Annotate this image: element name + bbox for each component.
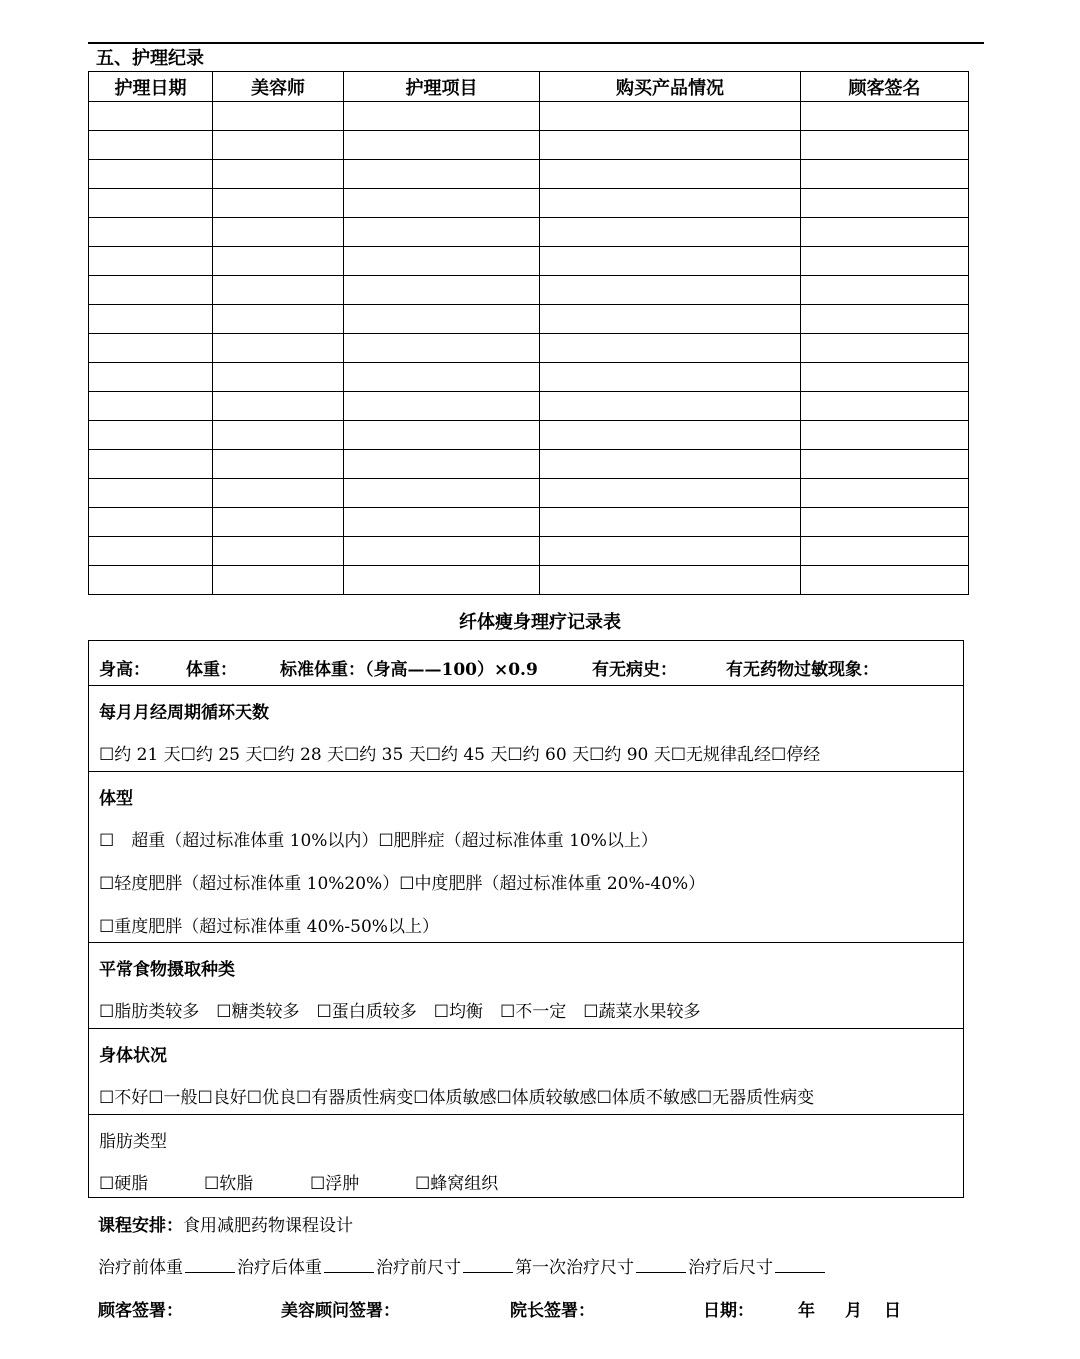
table-cell[interactable]	[801, 537, 969, 566]
table-cell[interactable]	[213, 305, 344, 334]
table-cell[interactable]	[89, 479, 213, 508]
table-cell[interactable]	[213, 421, 344, 450]
table-cell[interactable]	[344, 363, 540, 392]
table-cell[interactable]	[540, 131, 801, 160]
table-cell[interactable]	[801, 566, 969, 595]
weight-label: 体重：	[186, 660, 237, 680]
table-cell[interactable]	[801, 218, 969, 247]
body-type-line-2: ☐轻度肥胖（超过标准体重 10%20%）☐中度肥胖（超过标准体重 20%-40%）	[99, 874, 706, 894]
height-label: 身高：	[99, 660, 150, 680]
header-signature: 顾客签名	[801, 72, 969, 102]
table-cell[interactable]	[344, 450, 540, 479]
body-type-line-3: ☐重度肥胖（超过标准体重 40%-50%以上）	[99, 917, 439, 937]
table-cell[interactable]	[540, 508, 801, 537]
diet-label: 平常食物摄取种类	[99, 960, 235, 980]
header-care-date: 护理日期	[89, 72, 213, 102]
table-cell[interactable]	[344, 479, 540, 508]
table-cell[interactable]	[801, 421, 969, 450]
table-cell[interactable]	[540, 102, 801, 131]
table-cell[interactable]	[89, 566, 213, 595]
table-cell[interactable]	[213, 479, 344, 508]
table-cell[interactable]	[89, 305, 213, 334]
table-cell[interactable]	[540, 160, 801, 189]
table-row	[89, 334, 969, 363]
table-cell[interactable]	[213, 450, 344, 479]
disease-history-label: 有无病史：	[592, 660, 677, 680]
diet-section	[89, 942, 963, 1028]
table-cell[interactable]	[540, 334, 801, 363]
table-cell[interactable]	[801, 479, 969, 508]
course-label: 课程安排：	[98, 1216, 183, 1236]
header-purchase: 购买产品情况	[540, 72, 801, 102]
blank-line	[775, 1258, 825, 1273]
consultant-signature-label: 美容顾问签署：	[281, 1301, 400, 1321]
form-title: 纤体瘦身理疗记录表	[459, 612, 621, 633]
table-row	[89, 131, 969, 160]
table-row	[89, 102, 969, 131]
table-row	[89, 450, 969, 479]
top-rule	[88, 42, 984, 44]
customer-signature-label: 顾客签署：	[98, 1301, 183, 1321]
table-row	[89, 566, 969, 595]
director-signature-label: 院长签署：	[510, 1301, 595, 1321]
table-row	[89, 392, 969, 421]
table-cell[interactable]	[213, 247, 344, 276]
table-cell[interactable]	[89, 276, 213, 305]
table-cell[interactable]	[801, 160, 969, 189]
table-cell[interactable]	[540, 392, 801, 421]
section-title: 五、护理纪录	[96, 48, 204, 69]
table-cell[interactable]	[213, 160, 344, 189]
table-cell[interactable]	[213, 189, 344, 218]
year-label: 年	[798, 1301, 815, 1321]
table-cell[interactable]	[540, 363, 801, 392]
table-cell[interactable]	[801, 334, 969, 363]
table-row	[89, 421, 969, 450]
table-row	[89, 508, 969, 537]
table-cell[interactable]	[213, 566, 344, 595]
table-cell[interactable]	[213, 392, 344, 421]
drug-allergy-label: 有无药物过敏现象：	[726, 660, 879, 680]
table-cell[interactable]	[801, 363, 969, 392]
table-cell[interactable]	[344, 247, 540, 276]
table-cell[interactable]	[89, 508, 213, 537]
table-cell[interactable]	[344, 392, 540, 421]
measure-after-weight: 治疗后体重	[237, 1258, 322, 1278]
cycle-section	[89, 685, 963, 771]
table-row	[89, 160, 969, 189]
table-cell[interactable]	[213, 334, 344, 363]
condition-options: ☐不好☐一般☐良好☐优良☐有器质性病变☐体质敏感☐体质较敏感☐体质不敏感☐无器质性病变	[99, 1088, 815, 1108]
table-row	[89, 537, 969, 566]
table-cell[interactable]	[540, 247, 801, 276]
measurement-line	[98, 1253, 827, 1278]
blank-line	[636, 1258, 686, 1273]
blank-line	[463, 1258, 513, 1273]
blank-line	[324, 1258, 374, 1273]
table-cell[interactable]	[213, 102, 344, 131]
table-cell[interactable]	[540, 189, 801, 218]
table-cell[interactable]	[540, 537, 801, 566]
table-cell[interactable]	[89, 189, 213, 218]
table-row	[89, 247, 969, 276]
cycle-label: 每月月经周期循环天数	[99, 703, 269, 723]
table-cell[interactable]	[801, 508, 969, 537]
table-cell[interactable]	[344, 276, 540, 305]
table-cell[interactable]	[540, 450, 801, 479]
table-cell[interactable]	[344, 305, 540, 334]
date-label: 日期：	[703, 1301, 754, 1321]
table-cell[interactable]	[344, 508, 540, 537]
table-cell[interactable]	[213, 363, 344, 392]
table-cell[interactable]	[801, 305, 969, 334]
table-cell[interactable]	[89, 450, 213, 479]
table-cell[interactable]	[540, 305, 801, 334]
table-cell[interactable]	[89, 160, 213, 189]
table-header-row	[89, 72, 969, 102]
measure-before-size: 治疗前尺寸	[376, 1258, 461, 1278]
course-value: 食用减肥药物课程设计	[183, 1216, 353, 1236]
fat-option-cellulite: ☐蜂窝组织	[415, 1174, 499, 1194]
course-arrangement	[98, 1211, 353, 1236]
table-cell[interactable]	[801, 189, 969, 218]
day-label: 日	[884, 1301, 901, 1321]
condition-section	[89, 1028, 963, 1114]
fat-option-soft: ☐软脂	[204, 1174, 254, 1194]
table-row	[89, 218, 969, 247]
cycle-options: ☐约 21 天☐约 25 天☐约 28 天☐约 35 天☐约 45 天☐约 60 天☐约 90 天☐无规律乱经☐停经	[99, 745, 821, 765]
table-row	[89, 363, 969, 392]
table-cell[interactable]	[801, 102, 969, 131]
table-row	[89, 305, 969, 334]
table-cell[interactable]	[89, 334, 213, 363]
table-cell[interactable]	[344, 102, 540, 131]
table-cell[interactable]	[213, 276, 344, 305]
table-cell[interactable]	[801, 450, 969, 479]
table-cell[interactable]	[89, 102, 213, 131]
table-cell[interactable]	[89, 421, 213, 450]
table-row	[89, 276, 969, 305]
table-cell[interactable]	[89, 537, 213, 566]
table-cell[interactable]	[89, 392, 213, 421]
table-cell[interactable]	[540, 421, 801, 450]
table-cell[interactable]	[540, 218, 801, 247]
header-care-item: 护理项目	[344, 72, 540, 102]
body-type-line-1: ☐ 超重（超过标准体重 10%以内）☐肥胖症（超过标准体重 10%以上）	[99, 831, 658, 851]
table-cell[interactable]	[89, 218, 213, 247]
fat-option-edema: ☐浮肿	[310, 1174, 360, 1194]
table-cell[interactable]	[801, 247, 969, 276]
table-cell[interactable]	[344, 537, 540, 566]
table-cell[interactable]	[344, 160, 540, 189]
body-type-section	[89, 771, 963, 942]
table-cell[interactable]	[344, 218, 540, 247]
measure-first-size: 第一次治疗尺寸	[515, 1258, 634, 1278]
diet-options: ☐脂肪类较多 ☐糖类较多 ☐蛋白质较多 ☐均衡 ☐不一定 ☐蔬菜水果较多	[99, 1002, 701, 1022]
fat-option-hard: ☐硬脂	[99, 1174, 149, 1194]
table-cell[interactable]	[344, 566, 540, 595]
measure-after-size: 治疗后尺寸	[688, 1258, 773, 1278]
body-type-label: 体型	[99, 789, 133, 809]
standard-weight-label: 标准体重：（身高——100）×0.9	[280, 660, 538, 680]
table-cell[interactable]	[801, 276, 969, 305]
table-cell[interactable]	[540, 479, 801, 508]
table-cell[interactable]	[213, 537, 344, 566]
month-label: 月	[845, 1301, 862, 1321]
table-cell[interactable]	[213, 131, 344, 160]
measure-before-weight: 治疗前体重	[98, 1258, 183, 1278]
table-cell[interactable]	[801, 392, 969, 421]
header-beautician: 美容师	[213, 72, 344, 102]
table-row	[89, 189, 969, 218]
slimming-record-form	[88, 640, 964, 1198]
table-cell[interactable]	[540, 566, 801, 595]
table-cell[interactable]	[344, 189, 540, 218]
table-cell[interactable]	[801, 131, 969, 160]
blank-line	[185, 1258, 235, 1273]
table-cell[interactable]	[344, 421, 540, 450]
table-cell[interactable]	[213, 218, 344, 247]
table-cell[interactable]	[540, 276, 801, 305]
table-cell[interactable]	[344, 131, 540, 160]
fat-type-label: 脂肪类型	[99, 1132, 167, 1152]
care-record-table	[88, 71, 969, 595]
fat-type-section	[89, 1114, 963, 1198]
table-row	[89, 479, 969, 508]
table-cell[interactable]	[89, 131, 213, 160]
table-cell[interactable]	[89, 247, 213, 276]
table-cell[interactable]	[213, 508, 344, 537]
condition-label: 身体状况	[99, 1046, 167, 1066]
table-cell[interactable]	[89, 363, 213, 392]
table-cell[interactable]	[344, 334, 540, 363]
